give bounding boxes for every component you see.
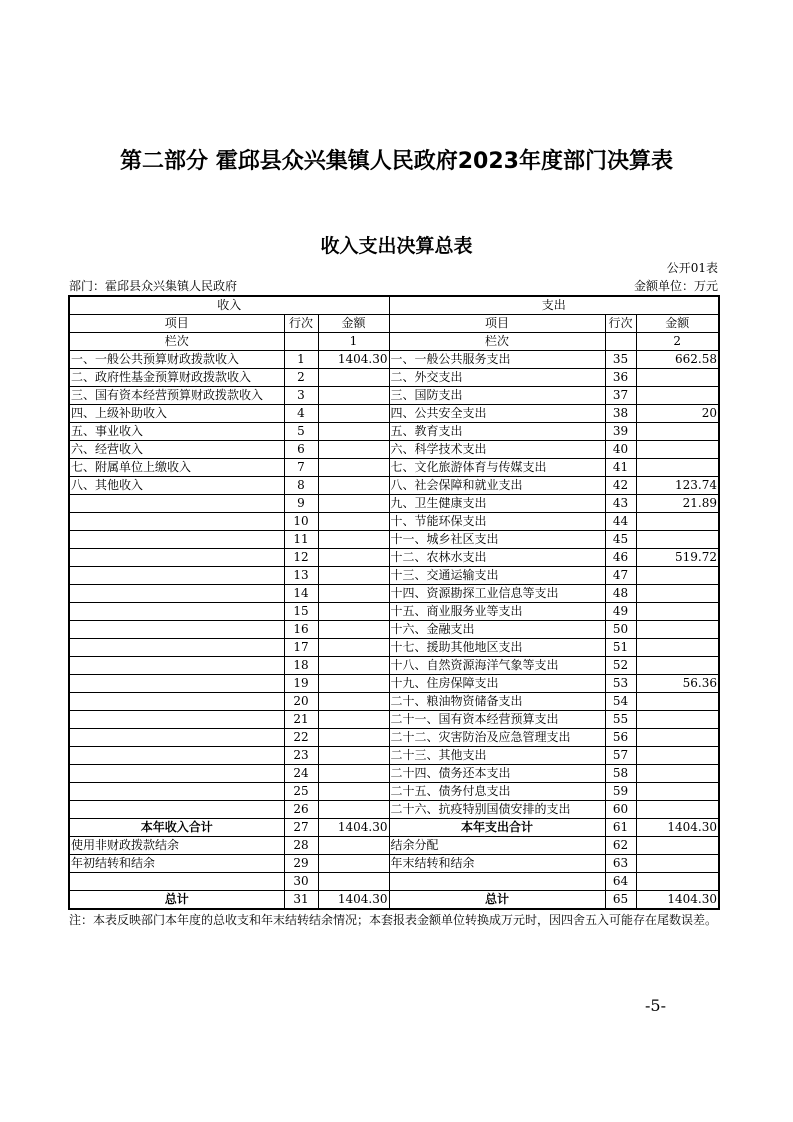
income-item (69, 657, 284, 675)
expense-item: 二十一、国有资本经营预算支出 (389, 711, 605, 729)
expense-line: 38 (605, 405, 636, 423)
income-item (69, 585, 284, 603)
expense-amount (636, 459, 719, 477)
income-amount (318, 423, 389, 441)
expense-amount (636, 441, 719, 459)
income-amount (318, 639, 389, 657)
income-item (69, 621, 284, 639)
income-line: 10 (284, 513, 318, 531)
income-amount (318, 783, 389, 801)
expense-amount (636, 387, 719, 405)
line-header: 行次 (605, 315, 636, 333)
table-row (69, 351, 719, 369)
income-amount (318, 873, 389, 891)
income-amount (318, 531, 389, 549)
income-amount (318, 765, 389, 783)
income-item (69, 765, 284, 783)
expense-line: 36 (605, 369, 636, 387)
income-amount (318, 459, 389, 477)
table-row (69, 621, 719, 639)
income-line: 11 (284, 531, 318, 549)
expense-amount (636, 783, 719, 801)
expense-amount (636, 513, 719, 531)
income-item: 一、一般公共预算财政拨款收入 (69, 351, 284, 369)
expense-line: 50 (605, 621, 636, 639)
income-item: 六、经营收入 (69, 441, 284, 459)
table-row (69, 567, 719, 585)
income-line: 8 (284, 477, 318, 495)
expense-amount: 123.74 (636, 477, 719, 495)
income-amount (318, 513, 389, 531)
income-item: 八、其他收入 (69, 477, 284, 495)
expense-amount: 1404.30 (636, 891, 719, 910)
column-number: 1 (318, 333, 389, 351)
table-row (69, 369, 719, 387)
amount-header: 金额 (318, 315, 389, 333)
income-item (69, 531, 284, 549)
table-row (69, 513, 719, 531)
table-row (69, 711, 719, 729)
expense-line: 63 (605, 855, 636, 873)
income-item: 本年收入合计 (69, 819, 284, 837)
table-row (69, 873, 719, 891)
expense-item: 二、外交支出 (389, 369, 605, 387)
expense-amount (636, 729, 719, 747)
expense-line: 43 (605, 495, 636, 513)
expense-amount (636, 621, 719, 639)
income-line: 12 (284, 549, 318, 567)
income-item (69, 567, 284, 585)
income-amount (318, 693, 389, 711)
expense-amount (636, 747, 719, 765)
income-line: 27 (284, 819, 318, 837)
expense-line: 49 (605, 603, 636, 621)
expense-amount (636, 585, 719, 603)
expense-item: 十七、援助其他地区支出 (389, 639, 605, 657)
expense-amount (636, 603, 719, 621)
income-item (69, 711, 284, 729)
income-amount (318, 711, 389, 729)
expense-amount: 20 (636, 405, 719, 423)
income-line: 18 (284, 657, 318, 675)
income-item (69, 639, 284, 657)
expense-line: 40 (605, 441, 636, 459)
table-row (69, 585, 719, 603)
income-line: 19 (284, 675, 318, 693)
table-row (69, 603, 719, 621)
income-item (69, 549, 284, 567)
income-item (69, 603, 284, 621)
expense-line: 46 (605, 549, 636, 567)
income-amount: 1404.30 (318, 819, 389, 837)
expense-item: 十四、资源勘探工业信息等支出 (389, 585, 605, 603)
expense-item: 年末结转和结余 (389, 855, 605, 873)
table-row (69, 783, 719, 801)
expense-item: 十九、住房保障支出 (389, 675, 605, 693)
table-row (69, 441, 719, 459)
income-amount (318, 675, 389, 693)
expense-item: 十三、交通运输支出 (389, 567, 605, 585)
income-item: 使用非财政拨款结余 (69, 837, 284, 855)
income-amount (318, 603, 389, 621)
income-line: 5 (284, 423, 318, 441)
expense-item: 十五、商业服务业等支出 (389, 603, 605, 621)
expense-amount (636, 765, 719, 783)
expense-amount (636, 639, 719, 657)
expense-amount (636, 855, 719, 873)
expense-item: 十六、金融支出 (389, 621, 605, 639)
table-row (69, 495, 719, 513)
expense-item: 五、教育支出 (389, 423, 605, 441)
table-row (69, 405, 719, 423)
empty-cell (605, 333, 636, 351)
table-row (69, 423, 719, 441)
income-item (69, 747, 284, 765)
expense-line: 56 (605, 729, 636, 747)
table-number: 公开01表 (666, 261, 718, 275)
expense-line: 65 (605, 891, 636, 910)
income-line: 2 (284, 369, 318, 387)
income-item: 年初结转和结余 (69, 855, 284, 873)
expense-line: 41 (605, 459, 636, 477)
table-row (69, 855, 719, 873)
income-line: 9 (284, 495, 318, 513)
expense-item: 本年支出合计 (389, 819, 605, 837)
income-amount: 1404.30 (318, 891, 389, 910)
expense-amount (636, 711, 719, 729)
income-item (69, 783, 284, 801)
income-amount (318, 747, 389, 765)
income-amount (318, 549, 389, 567)
income-line: 3 (284, 387, 318, 405)
table-row (69, 747, 719, 765)
income-line: 31 (284, 891, 318, 910)
expense-amount (636, 801, 719, 819)
expense-item: 三、国防支出 (389, 387, 605, 405)
income-amount (318, 387, 389, 405)
income-amount (318, 477, 389, 495)
expense-item: 八、社会保障和就业支出 (389, 477, 605, 495)
income-line: 26 (284, 801, 318, 819)
income-line: 14 (284, 585, 318, 603)
income-line: 15 (284, 603, 318, 621)
empty-cell (284, 333, 318, 351)
income-line: 6 (284, 441, 318, 459)
expense-amount: 1404.30 (636, 819, 719, 837)
table-row (69, 819, 719, 837)
income-expense-table (68, 295, 720, 910)
income-item: 七、附属单位上缴收入 (69, 459, 284, 477)
expense-amount (636, 369, 719, 387)
income-amount (318, 441, 389, 459)
expense-item: 二十、粮油物资储备支出 (389, 693, 605, 711)
expense-item: 二十四、债务还本支出 (389, 765, 605, 783)
expense-amount: 21.89 (636, 495, 719, 513)
income-header: 收入 (69, 296, 389, 315)
expense-amount (636, 873, 719, 891)
income-line: 16 (284, 621, 318, 639)
table-row (69, 387, 719, 405)
income-item (69, 729, 284, 747)
expense-amount (636, 693, 719, 711)
table-row (69, 801, 719, 819)
table-row (69, 639, 719, 657)
table-row (69, 765, 719, 783)
table-row (69, 657, 719, 675)
footnote: 注：本表反映部门本年度的总收支和年末结转结余情况；本套报表金额单位转换成万元时，因四舍五入可能存在尾数误差。 (69, 913, 718, 927)
expense-amount: 662.58 (636, 351, 719, 369)
amount-unit: 金额单位：万元 (633, 279, 718, 293)
expense-item: 十二、农林水支出 (389, 549, 605, 567)
income-item: 二、政府性基金预算财政拨款收入 (69, 369, 284, 387)
income-item (69, 693, 284, 711)
expense-line: 58 (605, 765, 636, 783)
income-line: 29 (284, 855, 318, 873)
expense-line: 62 (605, 837, 636, 855)
expense-line: 45 (605, 531, 636, 549)
expense-line: 44 (605, 513, 636, 531)
income-amount (318, 801, 389, 819)
line-header: 行次 (284, 315, 318, 333)
income-amount (318, 621, 389, 639)
expense-line: 47 (605, 567, 636, 585)
income-amount (318, 495, 389, 513)
table-row (69, 459, 719, 477)
income-item: 三、国有资本经营预算财政拨款收入 (69, 387, 284, 405)
expense-item: 九、卫生健康支出 (389, 495, 605, 513)
income-line: 7 (284, 459, 318, 477)
table-row (69, 729, 719, 747)
expense-amount (636, 657, 719, 675)
expense-item: 十、节能环保支出 (389, 513, 605, 531)
expense-amount (636, 531, 719, 549)
income-item (69, 495, 284, 513)
expense-item: 一、一般公共服务支出 (389, 351, 605, 369)
expense-amount (636, 423, 719, 441)
expense-item: 二十三、其他支出 (389, 747, 605, 765)
income-item (69, 801, 284, 819)
table-row (69, 477, 719, 495)
expense-line: 57 (605, 747, 636, 765)
expense-line: 51 (605, 639, 636, 657)
expense-item: 结余分配 (389, 837, 605, 855)
income-item: 总计 (69, 891, 284, 910)
income-item: 四、上级补助收入 (69, 405, 284, 423)
expense-item (389, 873, 605, 891)
expense-line: 54 (605, 693, 636, 711)
income-line: 22 (284, 729, 318, 747)
income-item (69, 873, 284, 891)
table-row (69, 531, 719, 549)
expense-line: 55 (605, 711, 636, 729)
expense-amount: 56.36 (636, 675, 719, 693)
income-amount: 1404.30 (318, 351, 389, 369)
income-line: 20 (284, 693, 318, 711)
expense-item: 六、科学技术支出 (389, 441, 605, 459)
income-line: 24 (284, 765, 318, 783)
table-row (69, 549, 719, 567)
income-line: 25 (284, 783, 318, 801)
income-line: 21 (284, 711, 318, 729)
expense-line: 39 (605, 423, 636, 441)
amount-header: 金额 (636, 315, 719, 333)
expense-line: 48 (605, 585, 636, 603)
table-row (69, 693, 719, 711)
expense-line: 59 (605, 783, 636, 801)
column-label: 栏次 (69, 333, 284, 351)
income-amount (318, 369, 389, 387)
expense-amount: 519.72 (636, 549, 719, 567)
column-label: 栏次 (389, 333, 605, 351)
income-amount (318, 837, 389, 855)
income-amount (318, 405, 389, 423)
expense-item: 二十五、债务付息支出 (389, 783, 605, 801)
income-line: 23 (284, 747, 318, 765)
income-amount (318, 729, 389, 747)
expense-line: 37 (605, 387, 636, 405)
income-amount (318, 585, 389, 603)
table-row (69, 891, 719, 910)
expense-item: 二十二、灾害防治及应急管理支出 (389, 729, 605, 747)
income-line: 1 (284, 351, 318, 369)
expense-amount (636, 837, 719, 855)
income-item: 五、事业收入 (69, 423, 284, 441)
expense-line: 61 (605, 819, 636, 837)
document-title: 第二部分 霍邱县众兴集镇人民政府2023年度部门决算表 (120, 149, 673, 174)
expense-amount (636, 567, 719, 585)
expense-line: 60 (605, 801, 636, 819)
income-amount (318, 657, 389, 675)
expense-item: 二十六、抗疫特别国债安排的支出 (389, 801, 605, 819)
expense-line: 52 (605, 657, 636, 675)
table-title: 收入支出决算总表 (320, 235, 473, 257)
income-amount (318, 855, 389, 873)
page-number: -5- (645, 996, 666, 1015)
income-item (69, 675, 284, 693)
expense-item: 十八、自然资源海洋气象等支出 (389, 657, 605, 675)
expense-line: 35 (605, 351, 636, 369)
expense-item: 四、公共安全支出 (389, 405, 605, 423)
expense-item: 总计 (389, 891, 605, 910)
department: 部门：霍邱县众兴集镇人民政府 (69, 279, 238, 293)
expense-item: 七、文化旅游体育与传媒支出 (389, 459, 605, 477)
income-amount (318, 567, 389, 585)
expense-header: 支出 (389, 296, 719, 315)
income-item (69, 513, 284, 531)
expense-item: 十一、城乡社区支出 (389, 531, 605, 549)
income-line: 17 (284, 639, 318, 657)
expense-line: 53 (605, 675, 636, 693)
table-row (69, 675, 719, 693)
income-line: 4 (284, 405, 318, 423)
income-line: 30 (284, 873, 318, 891)
income-line: 13 (284, 567, 318, 585)
item-header: 项目 (69, 315, 284, 333)
expense-line: 64 (605, 873, 636, 891)
table-row (69, 837, 719, 855)
column-number: 2 (636, 333, 719, 351)
expense-line: 42 (605, 477, 636, 495)
item-header: 项目 (389, 315, 605, 333)
income-line: 28 (284, 837, 318, 855)
